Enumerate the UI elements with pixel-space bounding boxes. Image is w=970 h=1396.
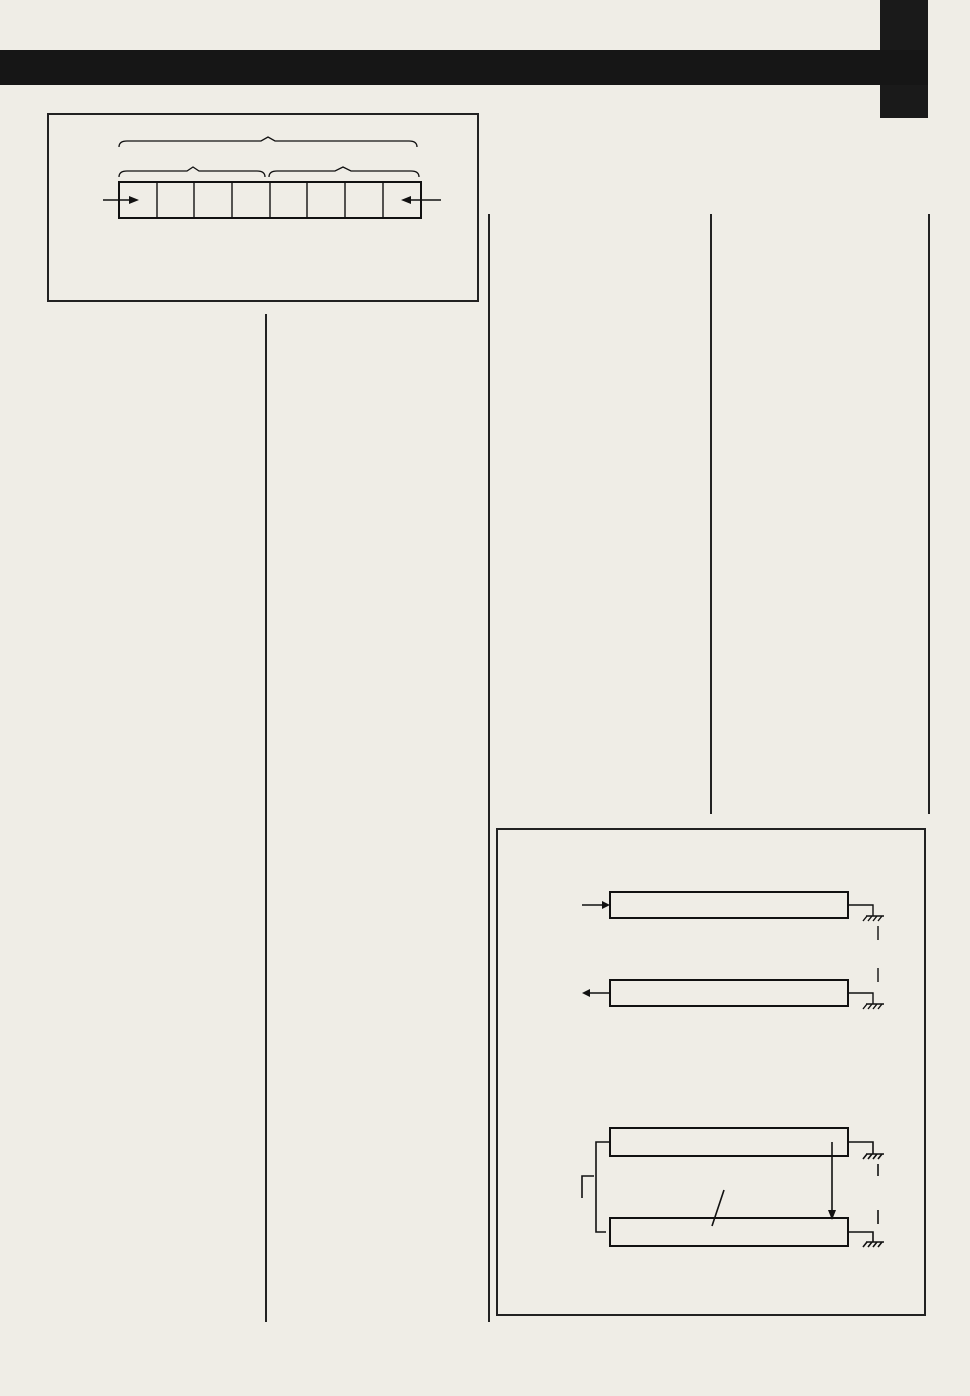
fig3-byte-diagram [47,113,479,302]
column-rule-4 [928,214,930,814]
column-2 [273,314,478,328]
fig4-serial-loop [582,1142,884,1247]
column-rule-1 [265,314,267,1322]
fig4-transmission-diagram [496,828,926,1316]
fig4-parallel-register-bottom [610,980,848,1006]
fig3-svg [49,115,477,300]
fig4-parallel-register-top [610,892,848,918]
column-4 [719,213,925,227]
fig4-serial-register-top [610,1128,848,1156]
column-3 [497,213,702,227]
column-rule-3 [710,214,712,814]
fig4-serial-register-bottom [610,1218,848,1246]
fig4-svg [498,830,924,1314]
section-banner [0,50,928,85]
column-rule-2 [488,214,490,1322]
column-1 [52,314,257,328]
page-footer [580,1342,588,1358]
fig4-earth-symbols-parallel [848,905,884,1009]
